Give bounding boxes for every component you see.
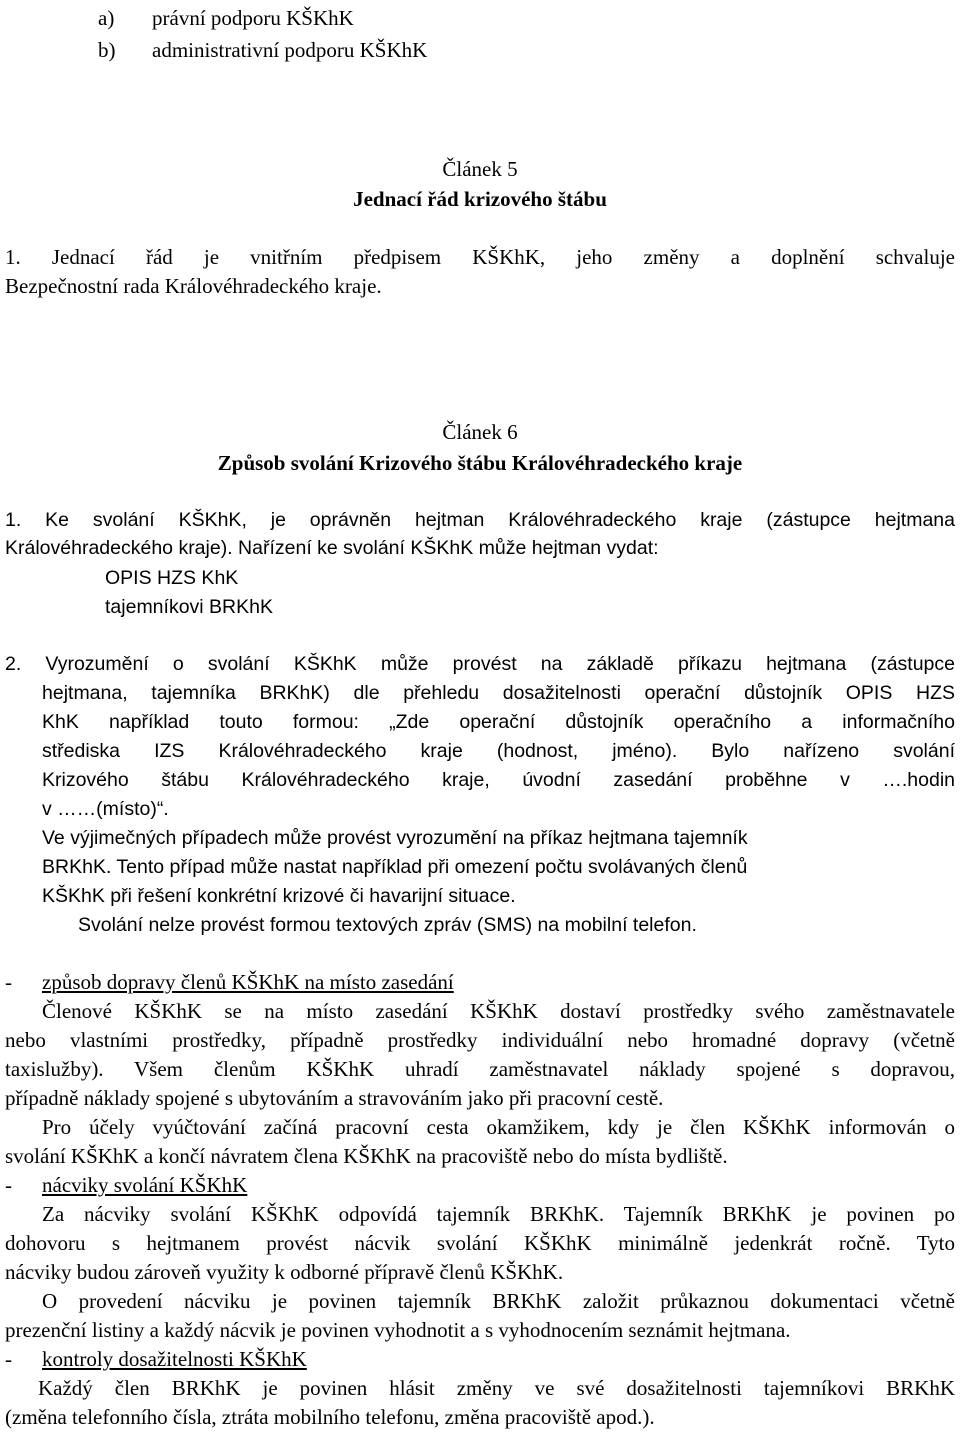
list-letter-a: a) [98,6,115,30]
article-6-para3-line: BRKhK. Tento případ může nastat například při omezení počtu svolávaných členů [42,856,748,878]
list-item-b: administrativní podporu KŠKhK [152,38,428,62]
drills-line: O provedení nácviku je povinen tajemník BRKhK založit průkaznou dokumentaci včetně [42,1289,955,1313]
article-5-heading: Článek 5 [442,157,518,181]
article-6-para2-line: hejtmana, tajemníka BRKhK) dle přehledu dosažitelnosti operační důstojník OPIS HZS [42,682,955,704]
article-6-para2-line: Krizového štábu Královéhradeckého kraje, úvodní zasedání proběhne v ….hodin [42,769,955,791]
drills-line: dohovoru s hejtmanem provést nácvik svolání KŠKhK minimálně jedenkrát ročně. Tyto [5,1231,955,1255]
drills-heading: nácviky svolání KŠKhK [42,1173,248,1197]
drills-line: prezenční listiny a každý nácvik je povinen vyhodnotit a s vyhodnocením seznámit hejtmana. [5,1318,791,1342]
article-6-para4-line: Svolání nelze provést formou textových zpráv (SMS) na mobilní telefon. [78,914,697,936]
transport-line: Pro účely vyúčtování začíná pracovní cesta okamžikem, kdy je člen KŠKhK informován o [42,1115,955,1139]
article-6-para1-line: Královéhradeckého kraje). Nařízení ke svolání KŠKhK může hejtman vydat: [5,537,659,559]
checks-line: Každý člen BRKhK je povinen hlásit změny ve své dosažitelnosti tajemníkovi BRKhK [38,1376,955,1400]
article-5-title: Jednací řád krizového štábu [353,187,607,211]
checks-dash: - [5,1347,12,1371]
list-letter-b: b) [98,38,116,62]
article-6-title: Způsob svolání Krizového štábu Královéhradeckého kraje [217,451,743,475]
option-secretary: tajemníkovi BRKhK [105,596,273,618]
article-6-para2-line: v ……(místo)“. [42,798,169,820]
article-6-para2-line: střediska IZS Královéhradeckého kraje (hodnost, jméno). Bylo nařízeno svolání [42,740,955,762]
transport-line: svolání KŠKhK a končí návratem člena KŠKhK na pracoviště nebo do místa bydliště. [5,1144,728,1168]
article-6-para2-line: 2. Vyrozumění o svolání KŠKhK může provést na základě příkazu hejtmana (zástupce [5,653,955,675]
article-5-paragraph-line: Bezpečnostní rada Královéhradeckého kraje. [5,274,382,298]
checks-heading: kontroly dosažitelnosti KŠKhK [42,1347,307,1371]
option-opis: OPIS HZS KhK [105,567,239,589]
article-6-para1-line: 1. Ke svolání KŠKhK, je oprávněn hejtman Královéhradeckého kraje (zástupce hejtmana [5,509,955,531]
list-item-a: právní podporu KŠKhK [152,6,354,30]
checks-line: (změna telefonního čísla, ztráta mobilního telefonu, změna pracoviště apod.). [5,1405,655,1429]
transport-line: případně náklady spojené s ubytováním a stravováním jako při pracovní cestě. [5,1086,664,1110]
drills-line: nácviky budou zároveň využity k odborné přípravě členů KŠKhK. [5,1260,564,1284]
transport-dash: - [5,970,12,994]
transport-line: Členové KŠKhK se na místo zasedání KŠKhK dostaví prostředky svého zaměstnavatele [42,999,955,1023]
article-5-paragraph-line: 1. Jednací řád je vnitřním předpisem KŠKhK, jeho změny a doplnění schvaluje [5,245,955,269]
article-6-para2-line: KhK například touto formou: „Zde operační důstojník operačního a informačního [42,711,955,733]
transport-heading: způsob dopravy členů KŠKhK na místo zasedání [42,970,454,994]
drills-dash: - [5,1173,12,1197]
transport-line: nebo vlastními prostředky, případně prostředky individuální nebo hromadné dopravy (včetně [5,1028,955,1052]
transport-line: taxislužby). Všem členům KŠKhK uhradí zaměstnavatel náklady spojené s dopravou, [5,1057,955,1081]
article-6-heading: Článek 6 [442,420,518,444]
drills-line: Za nácviky svolání KŠKhK odpovídá tajemník BRKhK. Tajemník BRKhK je povinen po [42,1202,955,1226]
article-6-para3-line: KŠKhK při řešení konkrétní krizové či havarijní situace. [42,885,516,907]
article-6-para3-line: Ve výjimečných případech může provést vyrozumění na příkaz hejtmana tajemník [42,827,748,849]
